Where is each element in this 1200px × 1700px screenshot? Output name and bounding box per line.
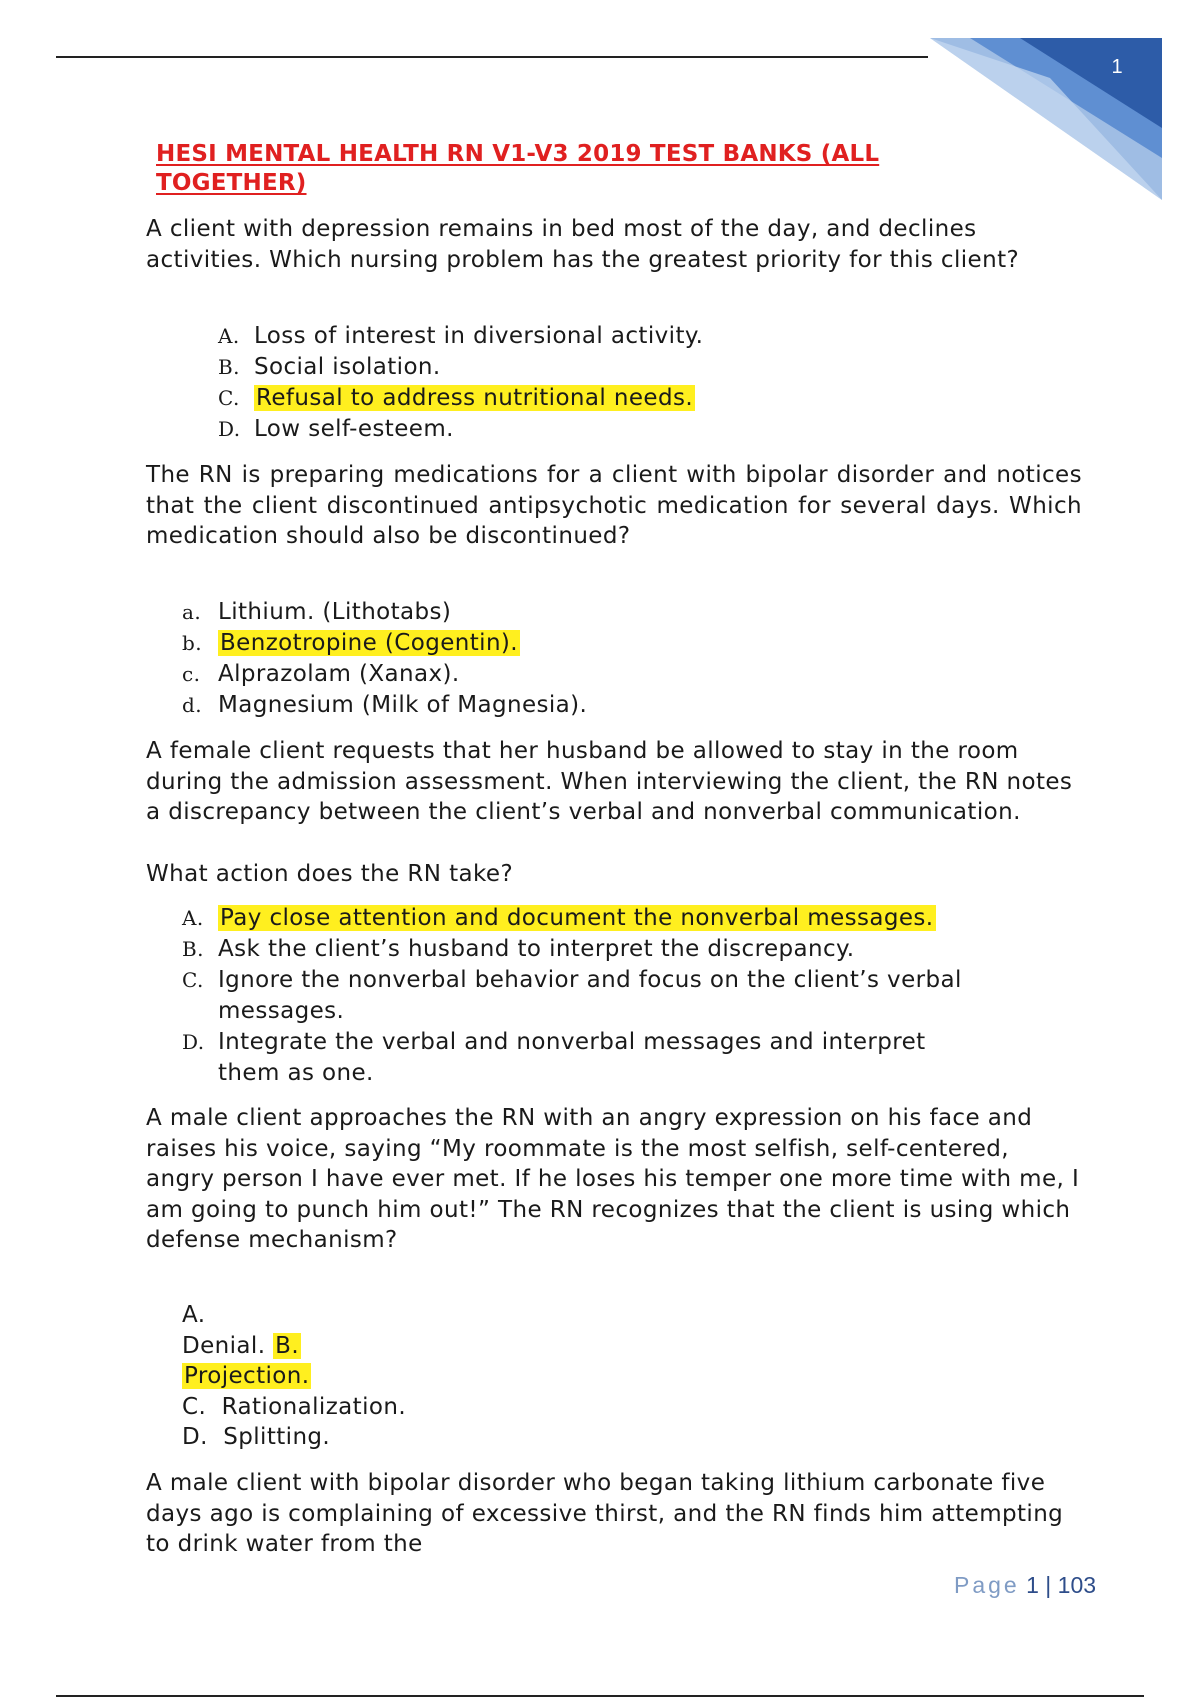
option-line <box>182 1361 406 1392</box>
option-b-text: Projection. <box>184 1363 310 1389</box>
page-footer <box>954 1572 1096 1599</box>
option-item: a. Lithium. (Lithotabs) <box>182 599 452 625</box>
option-item: D. Integrate the verbal and nonverbal messages and interpret them as one. <box>182 1029 926 1086</box>
footer-current-page: 1 <box>1026 1572 1039 1598</box>
question-4-stem: A male client approaches the RN with an angry expression on his face and raises his voice, saying “My roommate is the most selfish, self-centered, angry person I have ever met. If he loses his temper one more time with me, I am going to punch him out!” The RN recognizes that the client is using which defense mechanism? <box>146 1105 1080 1253</box>
option-item-answer: A. Pay close attention and document the nonverbal messages. <box>182 905 934 931</box>
question-1-stem: A client with depression remains in bed most of the day, and declines activities. Which nursing problem has the greatest priority for this client? <box>146 216 1020 273</box>
header-rule <box>56 56 928 58</box>
option-a-marker: A. <box>182 1302 206 1328</box>
option-item: d. Magnesium (Milk of Magnesia). <box>182 692 588 718</box>
option-item: B. Ask the client’s husband to interpret the discrepancy. <box>182 936 855 962</box>
question-2-options <box>182 597 587 721</box>
option-b-marker: B. <box>275 1332 300 1359</box>
option-item: C. Ignore the nonverbal behavior and focus on the client’s verbal messages. <box>182 967 962 1024</box>
option-c: C. Rationalization. <box>182 1393 407 1420</box>
option-item: D. Low self-esteem. <box>218 416 454 442</box>
question-4-options <box>182 1300 406 1453</box>
option-line <box>182 1331 406 1362</box>
option-item: A. Loss of interest in diversional activity. <box>218 323 704 349</box>
question-1-options <box>218 321 703 445</box>
question-5-stem: A male client with bipolar disorder who began taking lithium carbonate five days ago is complaining of excessive thirst, and the RN finds him attempting to drink water from the <box>146 1470 1064 1557</box>
footer-page-word: Page <box>954 1572 1020 1598</box>
footer-total-pages: 103 <box>1057 1572 1097 1598</box>
corner-page-number: 1 <box>1111 56 1123 78</box>
question-3-stem-action: What action does the RN take? <box>146 861 514 887</box>
document-title: HESI MENTAL HEALTH RN V1-V3 2019 TEST BANKS (ALL TOGETHER) <box>156 141 880 196</box>
option-a-text: Denial. <box>182 1332 266 1359</box>
option-d: D. Splitting. <box>182 1424 331 1450</box>
footer-rule <box>56 1695 1144 1697</box>
option-item-answer: C. Refusal to address nutritional needs. <box>218 385 694 411</box>
option-item: c. Alprazolam (Xanax). <box>182 661 460 687</box>
footer-separator: | <box>1045 1572 1052 1598</box>
option-item: B. Social isolation. <box>218 354 441 380</box>
option-item-answer: b. Benzotropine (Cogentin). <box>182 630 519 656</box>
question-3-stem: A female client requests that her husband be allowed to stay in the room during the admission assessment. When interviewing the client, the RN notes a discrepancy between the client’s verbal and nonverbal communication. <box>146 738 1073 825</box>
question-2-stem: The RN is preparing medications for a client with bipolar disorder and notices that the client discontinued antipsychotic medication for several days. Which medication should also be discontinued? <box>146 462 1082 549</box>
question-3-options <box>182 903 1132 1089</box>
